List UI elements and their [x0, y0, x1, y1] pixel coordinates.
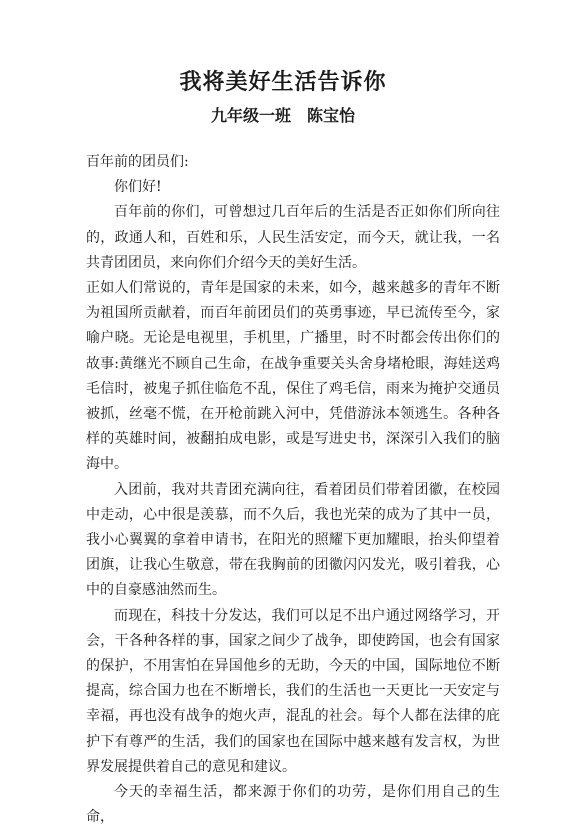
author-byline: 九年级一班 陈宝怡 [210, 106, 355, 125]
body-paragraph: 而现在，科技十分发达，我们可以足不出户通过网络学习，开会，干各种各样的事，国家之间少了战争，即使跨国，也会有国家的保护，不用害怕在异国他乡的无助，今天的中国，国际地位不断提高，综合国力也在不断增长，我们的生活也一天更比一天安定与幸福，再也没有战争的炮火声，混乱的社会。每个人都在法律的庇护下有尊严的生活，我们的国家也在国际中越来越有发言权，为世界发展提供着自己的意见和建议。 [86, 607, 500, 775]
body-paragraph: 百年前的你们，可曾想过几百年后的生活是否正如你们所向往的，政通人和，百姓和乐，人民生活安定，而今天，就让我，一名共青团团员，来向你们介绍今天的美好生活。 [86, 204, 500, 271]
letter-body [86, 150, 500, 830]
body-paragraph: 入团前，我对共青团充满向往，看着团员们带着团徽，在校园中走动，心中很是羡慕，而不久后，我也光荣的成为了其中一员，我小心翼翼的拿着申请书，在阳光的照耀下更加耀眼，抬头仰望着团旗，让我心生敬意，带在我胸前的团徽闪闪发光，吸引着我，心中的自豪感油然而生。 [86, 481, 500, 599]
salutation: 百年前的团员们: [86, 154, 189, 170]
body-paragraph: 正如人们常说的，青年是国家的未来，如今，越来越多的青年不断为祖国所贡献着，而百年前团员们的英勇事迹，早已流传至今，家喻户晓。无论是电视里，手机里，广播里，时不时都会传出你们的故事:黄继光不顾自己生命，在战争重要关头舍身堵枪眼，海娃送鸡毛信时，被鬼子抓住临危不乱，保住了鸡毛信，雨来为掩护交通员被抓，丝毫不慌，在开枪前跳入河中，凭借游泳本领逃生。各种各样的英雄时间，被翻拍成电影，或是写进史书，深深引入我们的脑海中。 [86, 280, 500, 473]
body-paragraph: 今天的幸福生活，都来源于你们的功劳，是你们用自己的生命， [86, 784, 500, 826]
greeting: 你们好! [114, 179, 162, 196]
document-title: 我将美好生活告诉你 [179, 69, 387, 95]
